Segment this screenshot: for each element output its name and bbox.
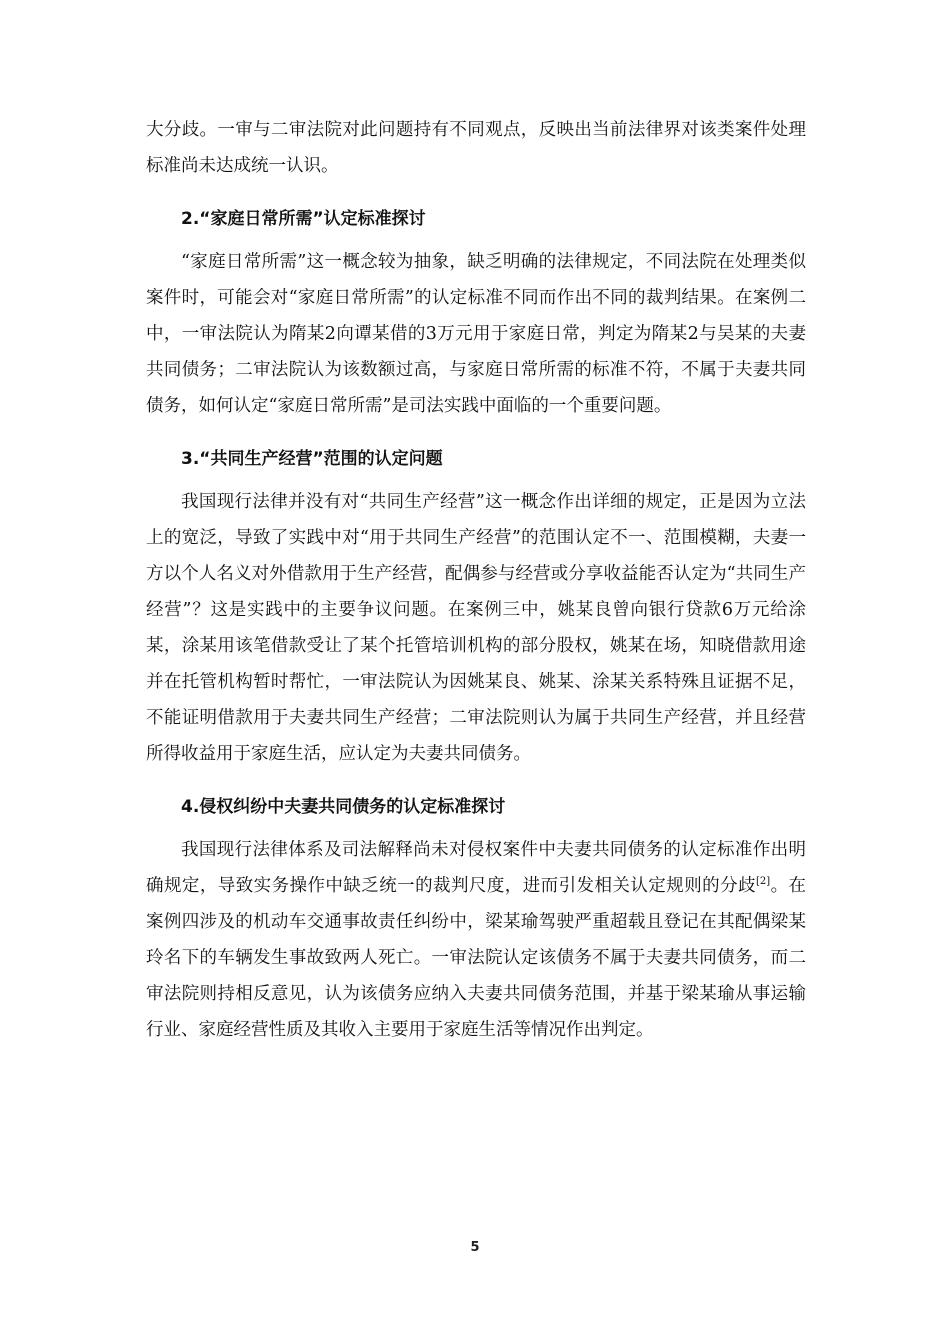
paragraph-section-3: 我国现行法律并没有对“共同生产经营”这一概念作出详细的规定，正是因为立法上的宽泛，导致了实践中对“用于共同生产经营”的范围认定不一、范围模糊，夫妻一方以个人名义对外借款用于生产经营，配偶参与经营或分享收益能否认定为“共同生产经营”？这是实践中的主要争议问题。在案例三中，姚某良曾向银行贷款6万元给涂某，涂某用该笔借款受让了某个托管培训机构的部分股权，姚某在场，知晓借款用途并在托管机构暂时帮忙，一审法院认为因姚某良、姚某、涂某关系特殊且证据不足，不能证明借款用于夫妻共同生产经营；二审法院则认为属于共同生产经营，并且经营所得收益用于家庭生活，应认定为夫妻共同债务。 [146, 492, 806, 764]
paragraph-section-4-part-a: 我国现行法律体系及司法解释尚未对侵权案件中夫妻共同债务的认定标准作出明确规定，导致实务操作中缺乏统一的裁判尺度，进而引发相关认定规则的分歧 [146, 840, 806, 896]
citation-reference[interactable]: [2] [755, 876, 771, 888]
paragraph-section-2: “家庭日常所需”这一概念较为抽象，缺乏明确的法律规定，不同法院在处理类似案件时，可能会对“家庭日常所需”的认定标准不同而作出不同的裁判结果。在案例二中，一审法院认为隋某2向谭某借的3万元用于家庭日常，判定为隋某2与吴某的夫妻共同债务；二审法院认为该数额过高，与家庭日常所需的标准不符，不属于夫妻共同债务，如何认定“家庭日常所需”是司法实践中面临的一个重要问题。 [146, 252, 806, 416]
page-number: 5 [470, 1240, 480, 1255]
section-heading-2: 2.“家庭日常所需”认定标准探讨 [181, 209, 426, 229]
section-heading-3: 3.“共同生产经营”范围的认定问题 [181, 449, 443, 469]
page-body [146, 112, 806, 1048]
section-heading-4: 4.侵权纠纷中夫妻共同债务的认定标准探讨 [181, 797, 506, 817]
paragraph-section-4-part-b: 。在案例四涉及的机动车交通事故责任纠纷中，梁某瑜驾驶严重超载且登记在其配偶梁某玲名下的车辆发生事故致两人死亡。一审法院认定该债务不属于夫妻共同债务，而二审法院则持相反意见，认为该债务应纳入夫妻共同债务范围，并基于梁某瑜从事运输行业、家庭经营性质及其收入主要用于家庭生活等情况作出判定。 [146, 876, 807, 1040]
paragraph-continuation: 大分歧。一审与二审法院对此问题持有不同观点，反映出当前法律界对该类案件处理标准尚未达成统一认识。 [146, 120, 806, 176]
paragraph-section-4 [146, 832, 806, 1048]
